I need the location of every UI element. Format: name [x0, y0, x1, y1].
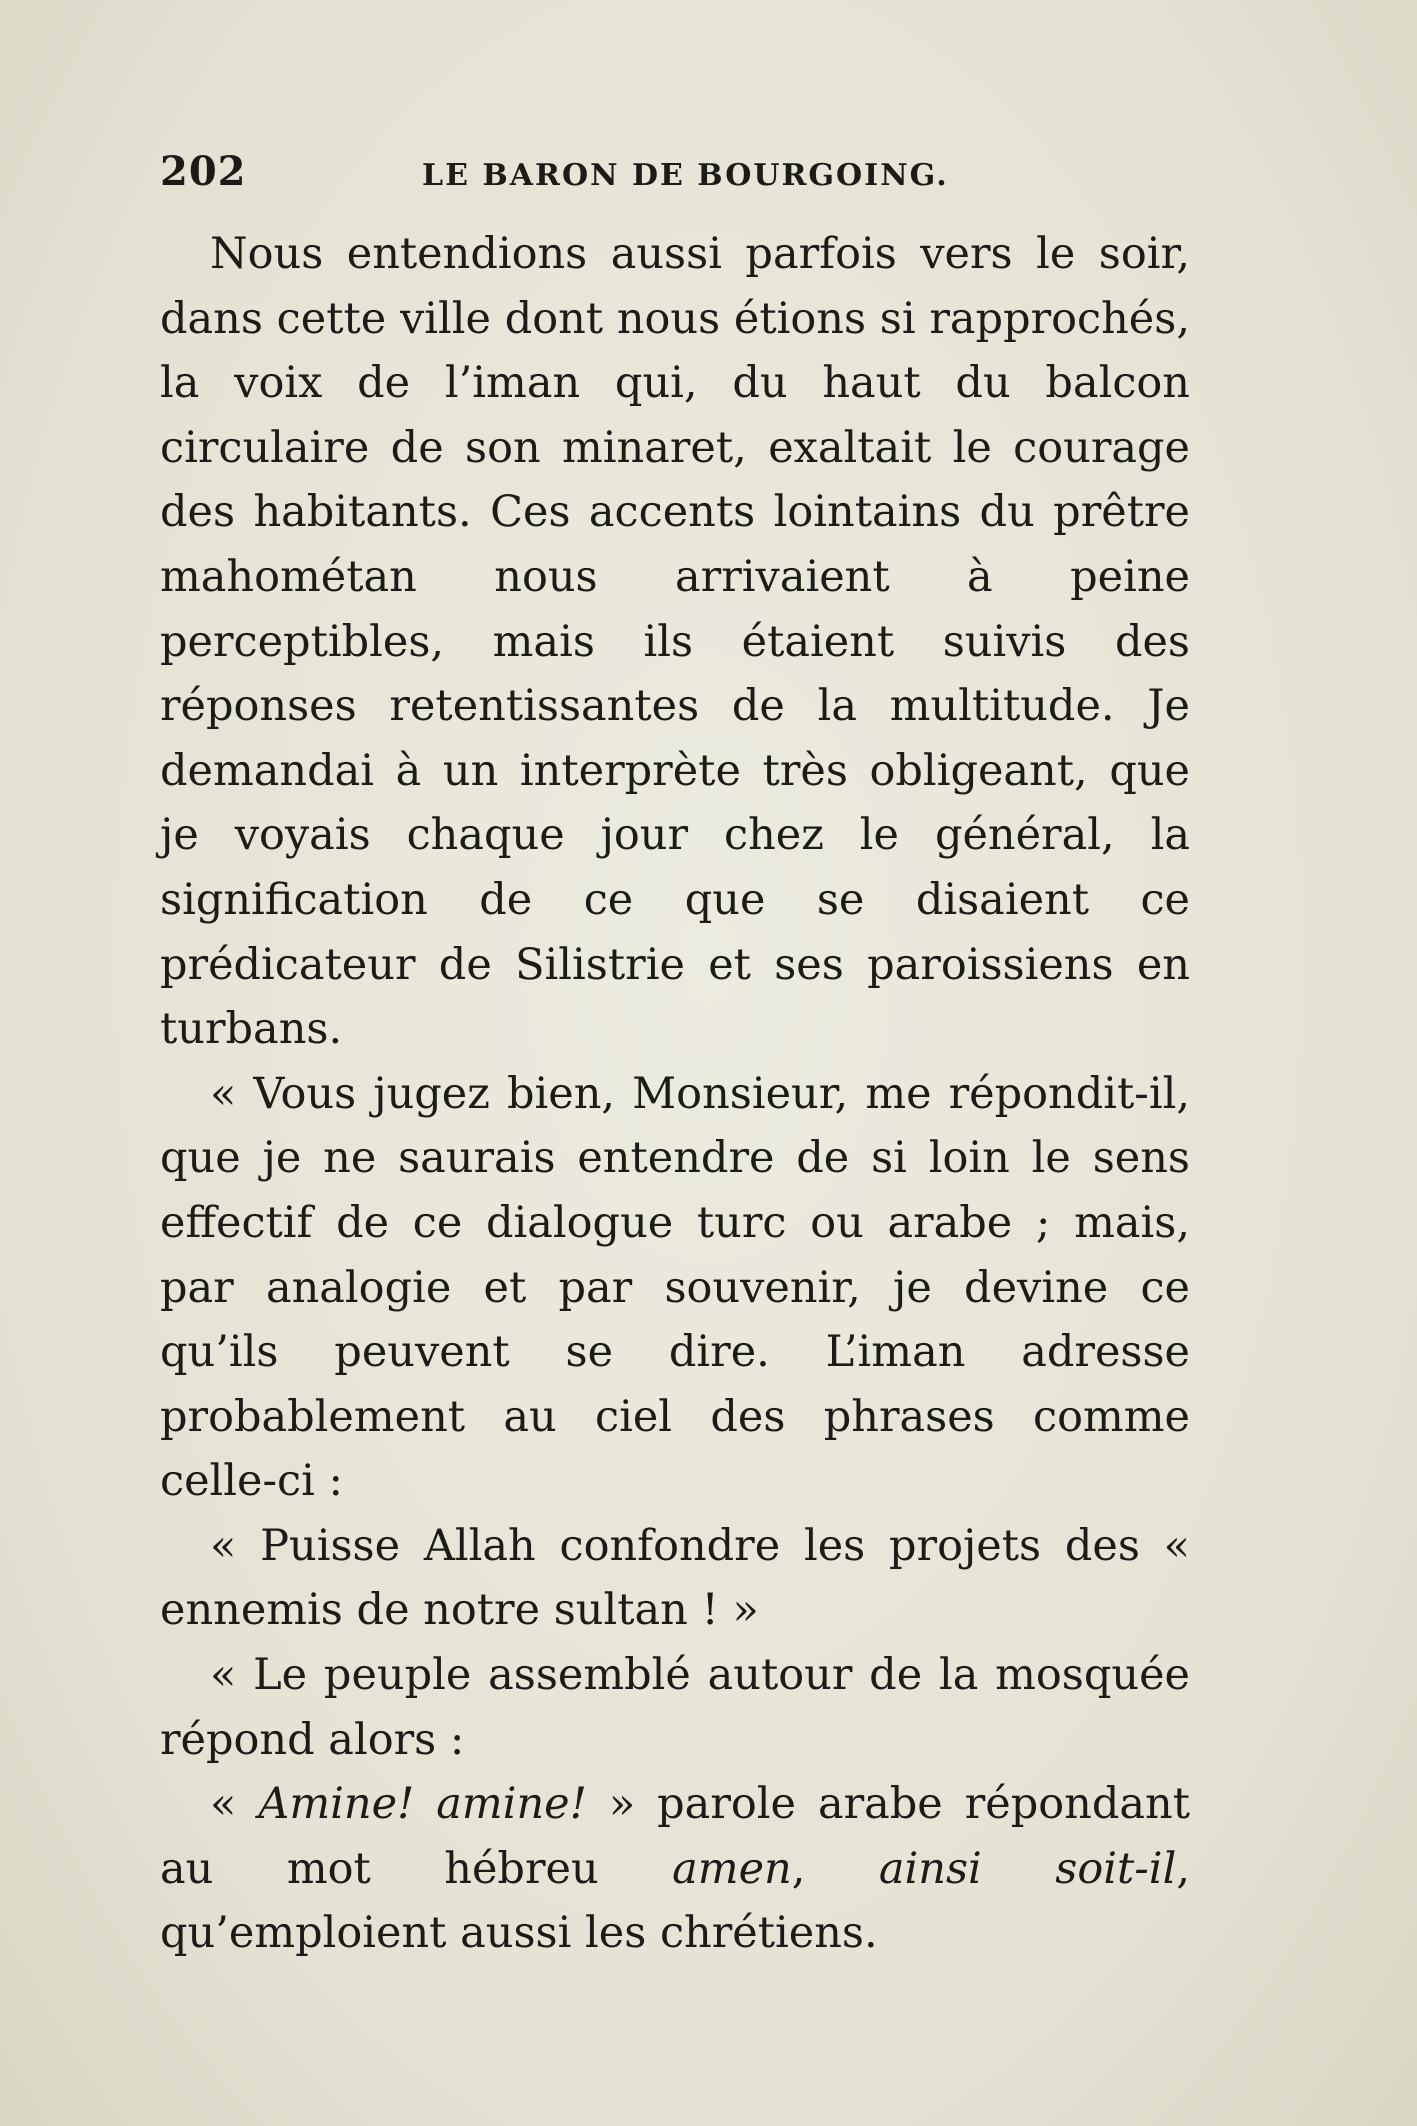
p5-amine: Amine! amine! [258, 1779, 587, 1830]
p5-part2: , qu’emploient aussi les chrétiens. [160, 1843, 1190, 1959]
p5-comma: , [791, 1843, 879, 1894]
paragraph-1: Nous entendions aussi parfois vers le soir, dans cette ville dont nous étions si rapprochés, la voix de l’iman qui, du haut du balcon circulaire de son minaret, exaltait le courage des habitants. Ces accents lointains du prêtre mahométan nous arrivaient à peine perceptibles, mais ils étaient suivis des réponses retentissantes de la multitude. Je demandai à un interprète très obligeant, que je voyais chaque jour chez le général, la signification de ce que se disaient ce prédicateur de Silistrie et ses paroissiens en turbans. [160, 229, 1190, 1055]
page-number: 202 [160, 148, 247, 195]
p5-part1: » parole arabe répondant au mot hébreu [160, 1779, 1190, 1894]
text-block [160, 222, 1190, 1966]
running-head: LE BARON DE BOURGOING. [422, 158, 949, 193]
p5-amen: amen [672, 1843, 792, 1894]
paragraph-5 [160, 1772, 1190, 1966]
p5-open-quote: « [210, 1779, 259, 1830]
page-header [160, 148, 1190, 208]
paragraph-4: « Le peuple assemblé autour de la mosquée répond alors : [160, 1650, 1190, 1765]
paragraph-3: « Puisse Allah confondre les projets des « ennemis de notre sultan ! » [160, 1520, 1190, 1636]
paragraph-2: « Vous jugez bien, Monsieur, me répondit-il, que je ne saurais entendre de si loin le sens effectif de ce dialogue turc ou arabe ; mais, par analogie et par souvenir, je devine ce qu’ils peuvent se dire. L’iman adresse probablement au ciel des phrases comme celle-ci : [160, 1068, 1190, 1507]
p5-ainsi-soit-il: ainsi soit-il [878, 1843, 1177, 1894]
